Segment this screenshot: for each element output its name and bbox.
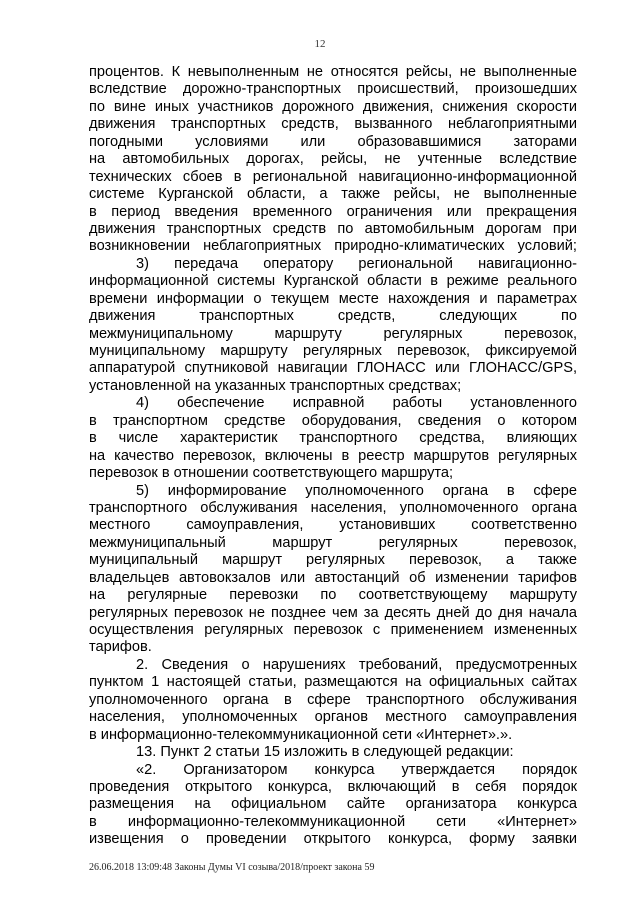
text-line: в числе характеристик транспортного средства, влияющих — [89, 430, 577, 447]
text-line: «2. Организатором конкурса утверждается порядок — [136, 761, 577, 778]
text-line: по вине иных участников дорожного движения, снижения скорости — [89, 98, 577, 115]
text-line: извещения о проведении открытого конкурса, форму заявки — [89, 831, 577, 848]
text-line: уполномоченного органа в сфере транспортного обслуживания — [89, 691, 577, 708]
text-line: 13. Пункт 2 статьи 15 изложить в следующей редакции: — [136, 744, 514, 761]
text-line: 2. Сведения о нарушениях требований, предусмотренных — [136, 656, 577, 673]
text-line: процентов. К невыполненным не относятся рейсы, не выполненные — [89, 64, 577, 80]
text-line: 4) обеспечение исправной работы установленного — [136, 395, 577, 412]
text-line: в информационно-телекоммуникационной сети «Интернет» — [89, 813, 577, 830]
text-line: системе Курганской области, а также рейсы, не выполненные — [89, 186, 577, 203]
text-line: перевозок в отношении соответствующего маршрута; — [89, 465, 454, 482]
text-line: движения транспортных средств, вызванного неблагоприятными — [89, 116, 577, 133]
text-line: в транспортном средстве оборудования, сведения о котором — [89, 412, 577, 429]
text-line: муниципальному маршруту регулярных перевозок, фиксируемой — [89, 343, 577, 359]
text-line: в период введения временного ограничения или прекращения — [89, 203, 577, 220]
text-line: тарифов. — [89, 639, 152, 656]
text-line: межмуниципальный маршрут регулярных перевозок, — [89, 534, 577, 551]
text-line: межмуниципальному маршруту регулярных перевозок, — [89, 325, 577, 342]
text-line: владельцев автовокзалов или автостанций об изменении тарифов — [89, 569, 577, 586]
text-line: возникновении неблагоприятных природно-климатических условий; — [89, 238, 577, 255]
text-line: пунктом 1 настоящей статьи, размещаются на официальных сайтах — [89, 674, 577, 691]
text-line: информационной системы Курганской области в режиме реального — [89, 273, 577, 290]
text-line: движения транспортных средств по автомобильным дорогам при — [89, 220, 577, 237]
text-line: муниципальный маршрут регулярных перевозок, а также — [89, 552, 577, 569]
text-line: на регулярные перевозки по соответствующему маршруту — [89, 587, 577, 604]
text-line: проведения открытого конкурса, включающий в себя порядок — [89, 778, 577, 795]
text-line: 5) информирование уполномоченного органа в сфере — [136, 482, 577, 499]
text-line: местного самоуправления, установивших соответственно — [89, 517, 577, 534]
text-line: аппаратурой спутниковой навигации ГЛОНАСС или ГЛОНАСС/GPS, — [89, 360, 577, 377]
text-line: на автомобильных дорогах, рейсы, не учтенные вследствие — [89, 151, 577, 168]
text-line: регулярных перевозок не позднее чем за десять дней до дня начала — [89, 604, 577, 621]
text-line: на качество перевозок, включены в реестр маршрутов регулярных — [89, 447, 577, 464]
text-line: населения, уполномоченных органов местного самоуправления — [89, 709, 577, 726]
text-line: 3) передача оператору региональной навигационно- — [136, 255, 577, 272]
text-line: установленной на указанных транспортных средствах; — [89, 377, 462, 394]
text-line: технических сбоев в региональной навигационно-информационной — [89, 168, 577, 185]
text-line: транспортного обслуживания населения, уполномоченного органа — [89, 499, 577, 516]
text-line: размещения на официальном сайте организатора конкурса — [89, 796, 577, 813]
text-line: движения транспортных средств, следующих по — [89, 308, 577, 325]
text-line: осуществления регулярных перевозок с применением измененных — [89, 622, 577, 638]
text-line: времени информации о текущем месте нахождения и параметрах — [89, 290, 577, 307]
text-line: погодными условиями или образовавшимися заторами — [89, 133, 577, 150]
document-body — [89, 64, 577, 849]
text-line: в информационно-телекоммуникационной сети «Интернет».». — [89, 726, 513, 743]
footer-file-path: 26.06.2018 13:09:48 Законы Думы VI созыва/2018/проект закона 59 — [89, 862, 375, 873]
text-line: вследствие дорожно-транспортных происшествий, произошедших — [89, 81, 577, 98]
page-number: 12 — [314, 38, 326, 50]
